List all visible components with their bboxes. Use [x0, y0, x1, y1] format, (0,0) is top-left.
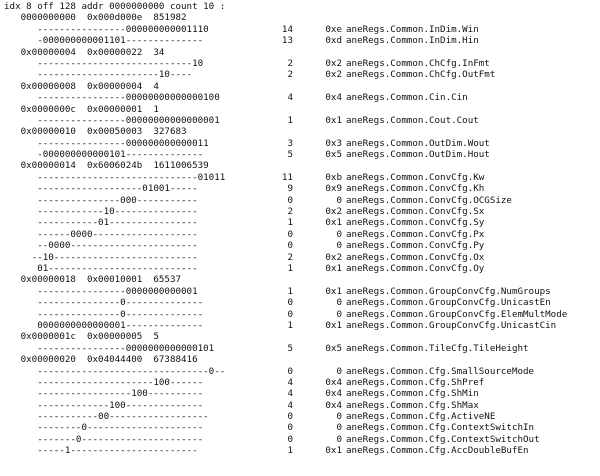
terminal-line — [0, 35, 600, 46]
bit-field: ----------------00000000000000001 — [4, 114, 220, 126]
bit-field: idx 8 off 128 addr 0000000000 count 10 : — [4, 1, 226, 12]
register-name: aneRegs.Common.Cfg.ShPref — [346, 376, 485, 388]
decimal-value: 1 — [287, 285, 293, 297]
terminal-line — [0, 274, 600, 285]
hex-value: 0x3 — [325, 137, 342, 149]
decimal-value: 2 — [287, 206, 293, 218]
register-name: aneRegs.Common.GroupConvCfg.UnicastCin — [346, 319, 557, 331]
bit-field: ----------------000000000000011 — [4, 137, 209, 149]
register-name: aneRegs.Common.Cout.Cout — [346, 114, 479, 126]
register-name: aneRegs.Common.ConvCfg.Px — [346, 228, 485, 240]
hex-value: 0x1 — [325, 262, 342, 274]
register-name: aneRegs.Common.Cfg.ShMax — [346, 399, 479, 411]
terminal-line — [0, 309, 600, 320]
register-name: aneRegs.Common.ChCfg.OutFmt — [346, 69, 496, 81]
terminal-line — [0, 92, 600, 103]
bit-field: ------0000------------------- — [4, 228, 198, 240]
bit-field: ---------------0-------------- — [4, 297, 204, 309]
terminal-line — [0, 81, 600, 92]
terminal-line — [0, 331, 600, 342]
bit-field: -------0---------------------- — [4, 433, 204, 445]
bit-field: 0000000000000001-------------- — [4, 319, 204, 331]
hex-value: 0x4 — [325, 388, 342, 400]
hex-value: 0x1 — [325, 319, 342, 331]
bit-field: 0x0000001c 0x00000005 5 — [4, 331, 159, 343]
terminal-line — [0, 12, 600, 23]
hex-value: 0 — [336, 240, 342, 252]
decimal-value: 1 — [287, 319, 293, 331]
hex-value: 0 — [336, 308, 342, 320]
bit-field: ----------------0000000000001 — [4, 285, 198, 297]
decimal-value: 4 — [287, 376, 293, 388]
register-name: aneRegs.Common.ConvCfg.Kh — [346, 183, 485, 195]
decimal-value: 13 — [281, 35, 293, 47]
decimal-value: 0 — [287, 411, 293, 423]
terminal-line — [0, 183, 600, 194]
register-name: aneRegs.Common.ConvCfg.Sx — [346, 206, 485, 218]
hex-value: 0x9 — [325, 183, 342, 195]
hex-value: 0 — [336, 411, 342, 423]
terminal-line — [0, 263, 600, 274]
bit-field: --0000----------------------- — [4, 240, 198, 252]
hex-value: 0x1 — [325, 114, 342, 126]
register-name: aneRegs.Common.Cfg.ActiveNE — [346, 411, 496, 423]
bit-field: -----------------100---------- — [4, 388, 204, 400]
decimal-value: 14 — [281, 23, 293, 35]
terminal-line — [0, 229, 600, 240]
terminal-line — [0, 320, 600, 331]
bit-field: -----1----------------------- — [4, 445, 198, 457]
terminal-line — [0, 411, 600, 422]
hex-value: 0x1 — [325, 445, 342, 457]
bit-field: ----------------0000000000000101 — [4, 342, 215, 354]
terminal-line — [0, 160, 600, 171]
register-name: aneRegs.Common.GroupConvCfg.UnicastEn — [346, 297, 551, 309]
hex-value: 0x5 — [325, 342, 342, 354]
terminal-line — [0, 422, 600, 433]
bit-field: -------------------------------0-- — [4, 365, 226, 377]
bit-field: 0x00000014 0x6006024b 1611006539 — [4, 160, 209, 172]
register-name: aneRegs.Common.GroupConvCfg.ElemMultMode — [346, 308, 568, 320]
hex-value: 0x2 — [325, 69, 342, 81]
decimal-value: 3 — [287, 137, 293, 149]
register-name: aneRegs.Common.ConvCfg.Sy — [346, 217, 485, 229]
terminal-line — [0, 354, 600, 365]
terminal-line — [0, 377, 600, 388]
register-name: aneRegs.Common.TileCfg.TileHeight — [346, 342, 529, 354]
hex-value: 0x4 — [325, 399, 342, 411]
terminal-line — [0, 343, 600, 354]
decimal-value: 4 — [287, 92, 293, 104]
terminal-line — [0, 434, 600, 445]
decimal-value: 0 — [287, 308, 293, 320]
terminal-line — [0, 400, 600, 411]
terminal-line — [0, 366, 600, 377]
hex-value: 0x5 — [325, 149, 342, 161]
bit-field: 0x00000010 0x00050003 327683 — [4, 126, 187, 138]
register-name: aneRegs.Common.OutDim.Hout — [346, 149, 490, 161]
bit-field: -000000000001101-------------- — [4, 35, 204, 47]
bit-field: -----------01---------------- — [4, 217, 198, 229]
decimal-value: 11 — [281, 171, 293, 183]
terminal-line — [0, 297, 600, 308]
bit-field: --10-------------------------- — [4, 251, 198, 263]
bit-field: 0x00000018 0x00010001 65537 — [4, 274, 182, 286]
bit-field: ----------------00000000000000100 — [4, 92, 220, 104]
terminal-line — [0, 206, 600, 217]
terminal-line — [0, 138, 600, 149]
hex-value: 0 — [336, 194, 342, 206]
bit-field: 0x00000020 0x04044400 67388416 — [4, 354, 198, 366]
decimal-value: 0 — [287, 297, 293, 309]
hex-value: 0xd — [325, 35, 342, 47]
bit-field: -------------------01001----- — [4, 183, 198, 195]
register-name: aneRegs.Common.Cfg.ContextSwitchIn — [346, 422, 535, 434]
decimal-value: 4 — [287, 399, 293, 411]
decimal-value: 1 — [287, 445, 293, 457]
decimal-value: 0 — [287, 228, 293, 240]
decimal-value: 2 — [287, 69, 293, 81]
terminal-line — [0, 286, 600, 297]
decimal-value: 5 — [287, 149, 293, 161]
register-name: aneRegs.Common.GroupConvCfg.NumGroups — [346, 285, 551, 297]
terminal-line — [0, 58, 600, 69]
decimal-value: 1 — [287, 217, 293, 229]
terminal-line — [0, 1, 600, 12]
bit-field: 0000000000 0x000d000e 851982 — [4, 12, 187, 24]
bit-field: 0x0000000c 0x00000001 1 — [4, 103, 159, 115]
decimal-value: 1 — [287, 262, 293, 274]
terminal-line — [0, 240, 600, 251]
hex-value: 0 — [336, 228, 342, 240]
register-name: aneRegs.Common.Cfg.SmallSourceMode — [346, 365, 535, 377]
hex-value: 0 — [336, 365, 342, 377]
register-name: aneRegs.Common.ConvCfg.Kw — [346, 171, 485, 183]
register-name: aneRegs.Common.ConvCfg.Ox — [346, 251, 485, 263]
register-name: aneRegs.Common.ConvCfg.Py — [346, 240, 485, 252]
terminal-line — [0, 217, 600, 228]
decimal-value: 9 — [287, 183, 293, 195]
register-name: aneRegs.Common.Cfg.ShMin — [346, 388, 479, 400]
register-name: aneRegs.Common.Cfg.AccDoubleBufEn — [346, 445, 529, 457]
decimal-value: 4 — [287, 388, 293, 400]
decimal-value: 0 — [287, 433, 293, 445]
terminal-line — [0, 126, 600, 137]
register-name: aneRegs.Common.InDim.Win — [346, 23, 479, 35]
register-name: aneRegs.Common.Cin.Cin — [346, 92, 468, 104]
bit-field: -------------100-------------- — [4, 399, 204, 411]
hex-value: 0x2 — [325, 251, 342, 263]
terminal-line — [0, 149, 600, 160]
hex-value: 0xb — [325, 171, 342, 183]
terminal-line — [0, 445, 600, 456]
hex-value: 0x1 — [325, 217, 342, 229]
hex-value: 0x1 — [325, 285, 342, 297]
bit-field: ---------------------100------ — [4, 376, 204, 388]
decimal-value: 0 — [287, 240, 293, 252]
terminal-line — [0, 195, 600, 206]
decimal-value: 5 — [287, 342, 293, 354]
bit-field: --------0--------------------- — [4, 422, 204, 434]
bit-field: ------------10--------------- — [4, 206, 198, 218]
hex-value: 0x4 — [325, 92, 342, 104]
hex-value: 0 — [336, 297, 342, 309]
hex-value: 0x4 — [325, 376, 342, 388]
bit-field: ---------------0-------------- — [4, 308, 204, 320]
decimal-value: 0 — [287, 194, 293, 206]
terminal-line — [0, 252, 600, 263]
terminal-line — [0, 47, 600, 58]
terminal-line — [0, 388, 600, 399]
decimal-value: 0 — [287, 365, 293, 377]
register-name: aneRegs.Common.OutDim.Wout — [346, 137, 490, 149]
hex-value: 0 — [336, 433, 342, 445]
hex-value: 0 — [336, 422, 342, 434]
hex-value: 0x2 — [325, 206, 342, 218]
register-name: aneRegs.Common.ConvCfg.Oy — [346, 262, 485, 274]
bit-field: -000000000000101-------------- — [4, 149, 204, 161]
terminal-line — [0, 115, 600, 126]
bit-field: -----------00------------------ — [4, 411, 209, 423]
hex-value: 0xe — [325, 23, 342, 35]
terminal-line — [0, 69, 600, 80]
bit-field: 0x00000008 0x00000004 4 — [4, 80, 159, 92]
bit-field: 01--------------------------- — [4, 262, 198, 274]
bit-field: 0x00000004 0x00000022 34 — [4, 46, 165, 58]
register-name: aneRegs.Common.ConvCfg.OCGSize — [346, 194, 512, 206]
decimal-value: 2 — [287, 251, 293, 263]
terminal-line — [0, 24, 600, 35]
terminal-line — [0, 172, 600, 183]
hex-value: 0x2 — [325, 57, 342, 69]
decimal-value: 2 — [287, 57, 293, 69]
bit-field: ----------------000000000001110 — [4, 23, 209, 35]
bit-field: ----------------------------10 — [4, 57, 204, 69]
bit-field: ----------------------10---- — [4, 69, 193, 81]
decimal-value: 1 — [287, 114, 293, 126]
register-name: aneRegs.Common.ChCfg.InFmt — [346, 57, 490, 69]
decimal-value: 0 — [287, 422, 293, 434]
terminal-line — [0, 104, 600, 115]
bit-field: -----------------------------01011 — [4, 171, 226, 183]
bit-field: ---------------000----------- — [4, 194, 198, 206]
register-name: aneRegs.Common.Cfg.ContextSwitchOut — [346, 433, 540, 445]
register-name: aneRegs.Common.InDim.Hin — [346, 35, 479, 47]
